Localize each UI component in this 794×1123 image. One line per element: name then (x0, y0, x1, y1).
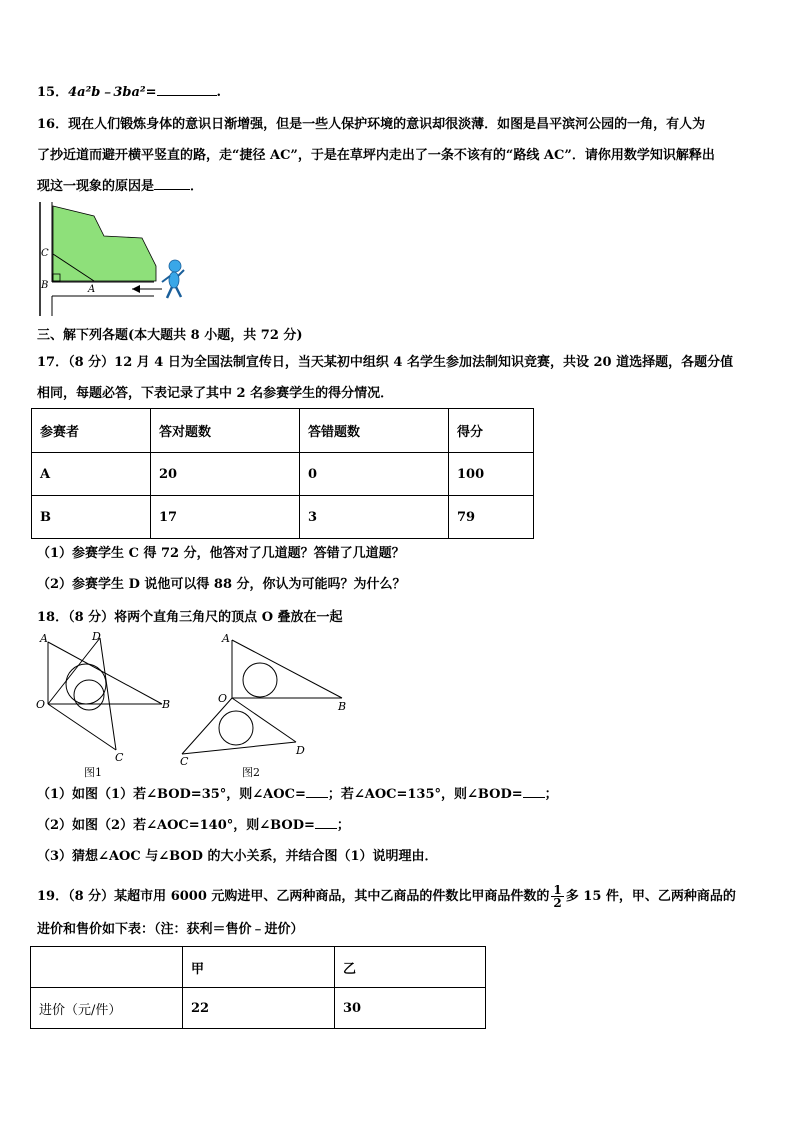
table-cell: B (32, 496, 151, 539)
fig1-label-o: O (36, 698, 46, 711)
q18-sub1-blank-1[interactable] (306, 797, 328, 798)
q16-line-1 (37, 116, 705, 134)
fig2-label-c: C (180, 755, 189, 768)
table-header-cell: 答错题数 (300, 409, 449, 453)
table-header-cell: 参赛者 (32, 409, 151, 453)
fig2-label-d: D (296, 744, 305, 757)
q18-title: 18．（8 分）将两个直角三角尺的顶点 O 叠放在一起 (37, 610, 343, 625)
table-cell: 22 (183, 988, 335, 1029)
table-header-cell (31, 947, 183, 988)
table-header-cell: 甲 (183, 947, 335, 988)
q17-sub-2: （2）参赛学生 D 说他可以得 88 分，你认为可能吗？为什么？ (37, 577, 406, 592)
table-cell: 17 (151, 496, 300, 539)
q18-sub1-blank-2[interactable] (523, 797, 545, 798)
q15-answer-blank[interactable] (157, 95, 217, 96)
q18-sub2-end: ； (336, 818, 350, 833)
fig2-label-o: O (218, 692, 228, 705)
q16-label-c: C (41, 248, 49, 259)
q17-line-2: 相同，每题必答，下表记录了其中 2 名参赛学生的得分情况． (37, 386, 394, 401)
q16-text-1: 现在人们锻炼身体的意识日渐增强，但是一些人保护环境的意识却很淡薄．如图是昌平滨河公园的一角，有人为 (68, 117, 706, 132)
q17-sub-1: （1）参赛学生 C 得 72 分，他答对了几道题？答错了几道题？ (37, 546, 405, 561)
q16-text-3: 现这一现象的原因是 (37, 179, 155, 194)
q18-figure-2 (176, 628, 347, 779)
fig1-label-d: D (92, 630, 101, 643)
q18-sub1-mid: ；若∠AOC=135°，则∠BOD= (327, 787, 523, 802)
walker-icon (162, 260, 184, 298)
q16-label-b: B (41, 280, 49, 291)
q18-sub1-text: （1）如图（1）若∠BOD=35°，则∠AOC= (37, 787, 306, 802)
q16-line-2: 了抄近道而避开横平竖直的路，走“捷径 AC”，于是在草坪内走出了一条不该有的“路线 AC”．请你用数学知识解释出 (37, 148, 715, 163)
q18-sub2-text: （2）如图（2）若∠AOC=140°，则∠BOD= (37, 818, 315, 833)
fig1-label-b: B (162, 698, 171, 711)
table-row (32, 496, 534, 539)
table-header-row (31, 947, 486, 988)
q18-sub1-end: ； (544, 787, 558, 802)
q19-price-table (30, 946, 486, 1029)
q18-sub-3: （3）猜想∠AOC 与∠BOD 的大小关系，并结合图（1）说明理由． (37, 849, 438, 864)
q19-text-1a: 19．（8 分）某超市用 6000 元购进甲、乙两种商品，其中乙商品的件数比甲商品件数的 (37, 889, 550, 904)
q15-expression: 4a²b﹣3ba²= (68, 85, 157, 100)
q16-answer-blank[interactable] (154, 189, 190, 190)
table-cell: 30 (335, 988, 486, 1029)
table-cell: 79 (449, 496, 534, 539)
q19-fraction (551, 884, 563, 909)
table-cell: 20 (151, 453, 300, 496)
table-cell: 进价（元/件） (31, 988, 183, 1029)
q16-end: ． (190, 179, 204, 194)
fraction-numerator: 1 (553, 883, 562, 897)
table-cell: A (32, 453, 151, 496)
table-header-cell: 答对题数 (151, 409, 300, 453)
q19-text-1b: 多 15 件，甲、乙两种商品的 (565, 889, 736, 904)
section-3-heading: 三、解下列各题(本大题共 8 小题，共 72 分) (37, 328, 303, 343)
table-header-cell: 乙 (335, 947, 486, 988)
table-header-cell: 得分 (449, 409, 534, 453)
q16-line-3 (37, 178, 203, 196)
q16-park-figure (34, 200, 194, 320)
fig2-label-a: A (222, 632, 230, 645)
q15-end: . (216, 85, 222, 100)
fig1-label-a: A (40, 632, 48, 645)
fig1-caption: 图1 (84, 766, 102, 779)
table-row (32, 453, 534, 496)
fig2-caption: 图2 (242, 766, 260, 779)
q16-lawn (53, 206, 156, 281)
table-row (31, 988, 486, 1029)
q16-label-a: A (88, 284, 96, 295)
q19-line-2: 进价和售价如下表：（注：获利＝售价﹣进价） (37, 922, 304, 937)
q16-number: 16． (37, 117, 69, 132)
question-15 (37, 84, 221, 102)
q17-line-1: 17．（8 分）12 月 4 日为全国法制宣传日，当天某初中组织 4 名学生参加法制知识竞赛，共设 20 道选择题，各题分值 (37, 355, 734, 370)
table-header-row (32, 409, 534, 453)
q15-number: 15． (37, 85, 69, 100)
fraction-denominator: 2 (553, 896, 562, 910)
table-cell: 3 (300, 496, 449, 539)
q18-sub-1 (37, 786, 558, 804)
q18-figure-1 (30, 628, 180, 778)
fig1-label-c: C (115, 751, 124, 764)
fig2-label-b: B (338, 700, 347, 713)
q18-sub2-blank[interactable] (315, 828, 337, 829)
table-cell: 0 (300, 453, 449, 496)
q19-line-1 (37, 884, 736, 909)
table-cell: 100 (449, 453, 534, 496)
q18-sub-2 (37, 817, 350, 835)
q17-score-table (31, 408, 534, 539)
